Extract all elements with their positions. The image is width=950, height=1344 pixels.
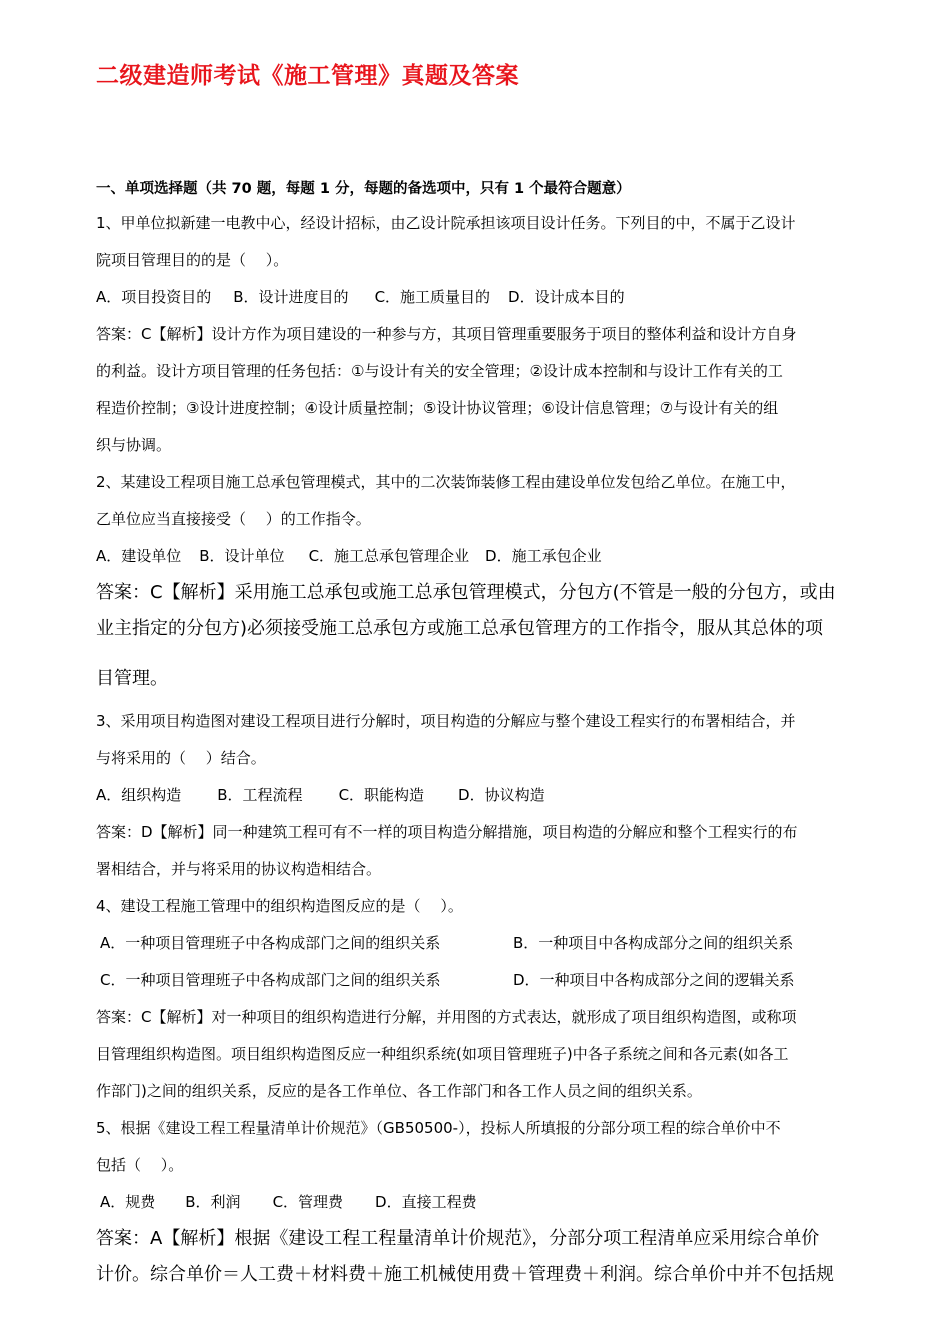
q4-option-c: C．一种项目管理班子中各构成部门之间的组织关系 bbox=[100, 971, 441, 989]
q2-options bbox=[96, 538, 886, 575]
q3-answer-line-1: 答案：D【解析】同一种建筑工程可有不一样的项目构造分解措施，项目构造的分解应和整个工程实行的布 bbox=[96, 823, 798, 841]
document-body bbox=[96, 176, 886, 1293]
q1-answer-line-4: 织与协调。 bbox=[96, 436, 172, 454]
q4-option-a: A．一种项目管理班子中各构成部门之间的组织关系 bbox=[100, 934, 441, 952]
q1-option-a: A．项目投资目的 bbox=[96, 288, 212, 306]
q5-answer-line-2: 计价。综合单价＝人工费＋材料费＋施工机械使用费＋管理费＋利润。综合单价中并不包括规 bbox=[96, 1264, 834, 1285]
q2-answer-line-1: 答案：C【解析】采用施工总承包或施工总承包管理模式，分包方(不管是一般的分包方，或由 bbox=[96, 582, 836, 603]
q2-option-b: B．设计单位 bbox=[199, 547, 285, 565]
q2-answer-line-3: 目管理。 bbox=[96, 668, 168, 689]
q5-option-a: A．规费 bbox=[100, 1193, 156, 1211]
q2-stem-line-1: 2、某建设工程项目施工总承包管理模式，其中的二次装饰装修工程由建设单位发包给乙单位。在施工中， bbox=[96, 473, 796, 491]
q3-option-c: C．职能构造 bbox=[338, 786, 425, 804]
q5-stem-line-2: 包括（ ）。 bbox=[96, 1156, 184, 1174]
q5-stem-line-1: 5、根据《建设工程工程量清单计价规范》（GB50500-），投标人所填报的分部分项工程的综合单价中不 bbox=[96, 1119, 781, 1137]
q4-options-row-1 bbox=[96, 925, 886, 962]
q2-stem-line-2: 乙单位应当直接接受（ ）的工作指令。 bbox=[96, 510, 371, 528]
q3-option-d: D．协议构造 bbox=[458, 786, 545, 804]
q4-answer-line-1: 答案：C【解析】对一种项目的组织构造进行分解，并用图的方式表达，就形成了项目组织构造图，或称项 bbox=[96, 1008, 797, 1026]
q3-answer-line-2: 署相结合，并与将采用的协议构造相结合。 bbox=[96, 860, 382, 878]
spacer bbox=[96, 647, 886, 661]
q4-answer-line-3: 作部门)之间的组织关系，反应的是各工作单位、各工作部门和各工作人员之间的组织关系。 bbox=[96, 1082, 702, 1100]
q1-answer-line-1: 答案：C【解析】设计方作为项目建设的一种参与方，其项目管理重要服务于项目的整体利益和设计方自身 bbox=[96, 325, 797, 343]
q4-option-d: D．一种项目中各构成部分之间的逻辑关系 bbox=[513, 971, 795, 989]
q5-option-b: B．利润 bbox=[185, 1193, 241, 1211]
q3-stem-line-1: 3、采用项目构造图对建设工程项目进行分解时，项目构造的分解应与整个建设工程实行的布署相结合，并 bbox=[96, 712, 796, 730]
q2-option-d: D．施工承包企业 bbox=[485, 547, 602, 565]
q3-stem-line-2: 与将采用的（ ）结合。 bbox=[96, 749, 266, 767]
section-heading: 一、单项选择题（共 70 题，每题 1 分，每题的备选项中，只有 1 个最符合题意） bbox=[96, 181, 631, 197]
q1-option-c: C．施工质量目的 bbox=[374, 288, 491, 306]
page-title: 二级建造师考试《施工管理》真题及答案 bbox=[96, 63, 519, 89]
q3-option-a: A．组织构造 bbox=[96, 786, 182, 804]
q2-answer-line-2: 业主指定的分包方)必须接受施工总承包方或施工总承包管理方的工作指令，服从其总体的项 bbox=[96, 618, 824, 639]
q2-option-c: C．施工总承包管理企业 bbox=[308, 547, 470, 565]
q5-option-d: D．直接工程费 bbox=[375, 1193, 477, 1211]
q1-option-b: B．设计进度目的 bbox=[233, 288, 349, 306]
q2-option-a: A．建设单位 bbox=[96, 547, 182, 565]
q3-options bbox=[96, 777, 886, 814]
q5-options bbox=[96, 1184, 886, 1221]
q4-stem-line-1: 4、建设工程施工管理中的组织构造图反应的是（ ）。 bbox=[96, 897, 463, 915]
q5-option-c: C．管理费 bbox=[272, 1193, 344, 1211]
q4-options-row-2 bbox=[96, 962, 886, 999]
q4-answer-line-2: 目管理组织构造图。项目组织构造图反应一种组织系统(如项目管理班子)中各子系统之间和各元素(如各工 bbox=[96, 1045, 789, 1063]
q1-stem-line-2: 院项目管理目的的是（ ）。 bbox=[96, 251, 289, 269]
q1-options bbox=[96, 279, 886, 316]
q1-answer-line-3: 程造价控制；③设计进度控制；④设计质量控制；⑤设计协议管理；⑥设计信息管理；⑦与设计有关的组 bbox=[96, 399, 779, 417]
q4-option-b: B．一种项目中各构成部分之间的组织关系 bbox=[513, 934, 794, 952]
q1-stem-line-1: 1、甲单位拟新建一电教中心，经设计招标，由乙设计院承担该项目设计任务。下列目的中，不属于乙设计 bbox=[96, 214, 796, 232]
q1-answer-line-2: 的利益。设计方项目管理的任务包括：①与设计有关的安全管理；②设计成本控制和与设计工作有关的工 bbox=[96, 362, 783, 380]
q5-answer-line-1: 答案：A【解析】根据《建设工程工程量清单计价规范》，分部分项工程清单应采用综合单价 bbox=[96, 1228, 820, 1249]
q1-option-d: D．设计成本目的 bbox=[508, 288, 625, 306]
q3-option-b: B．工程流程 bbox=[217, 786, 303, 804]
